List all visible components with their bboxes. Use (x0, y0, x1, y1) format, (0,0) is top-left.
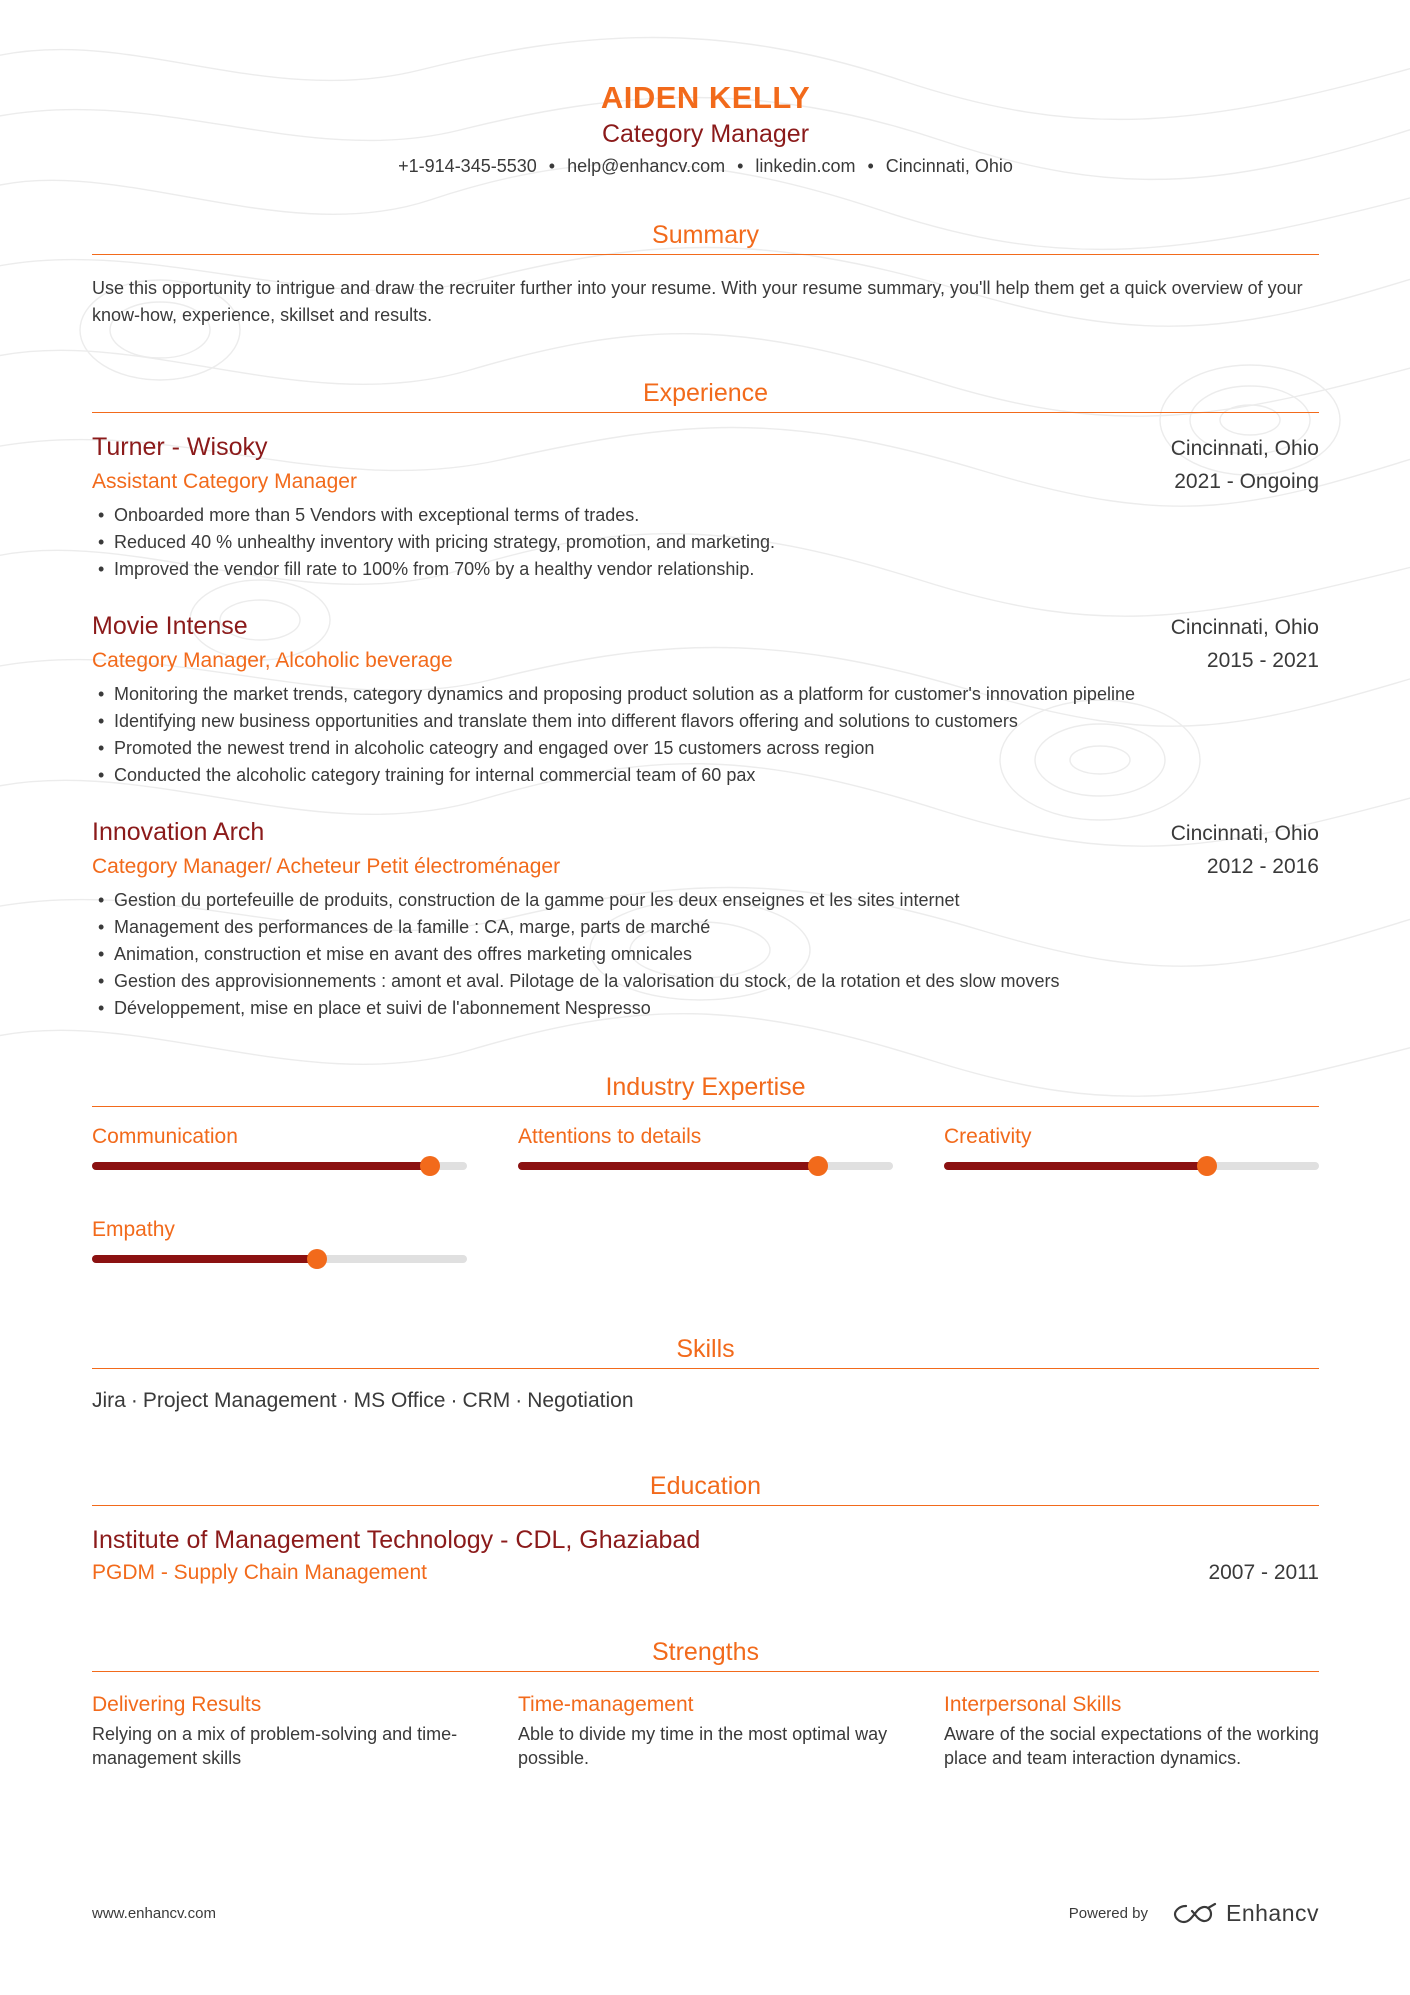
job-bullet: • Reduced 40 % unhealthy inventory with pricing strategy, promotion, and marketing. (92, 529, 1319, 556)
expertise-label: Attentions to details (518, 1125, 702, 1148)
expertise-heading: Industry Expertise (92, 1070, 1319, 1107)
skill-item: Negotiation (527, 1389, 634, 1412)
contact-linkedin[interactable]: linkedin.com (755, 156, 856, 176)
expertise-bar-fill (92, 1255, 317, 1263)
strength-item (92, 1690, 482, 1770)
expertise-bar-fill (944, 1162, 1207, 1170)
job-dates: 2012 - 2016 (1206, 855, 1319, 878)
job-bullet: • Gestion des approvisionnements : amont et aval. Pilotage de la valorisation du stock, de la rotation et des slow movers (92, 968, 1319, 995)
job-dates: 2015 - 2021 (1206, 649, 1319, 672)
expertise-item (518, 1122, 893, 1170)
contact-separator: • (867, 156, 874, 176)
expertise-label: Empathy (92, 1218, 175, 1241)
expertise-bar-fill (92, 1162, 430, 1170)
job-bullet: • Conducted the alcoholic category training for internal commercial team of 60 pax (92, 762, 1319, 789)
expertise-bar-handle (420, 1156, 440, 1176)
job-location: Cincinnati, Ohio (1170, 437, 1319, 460)
candidate-name: AIDEN KELLY (600, 80, 811, 115)
education-degree: PGDM - Supply Chain Management (92, 1561, 427, 1584)
job-role: Assistant Category Manager (92, 470, 357, 493)
job-bullet: • Management des performances de la famille : CA, marge, parts de marché (92, 914, 1319, 941)
job-location: Cincinnati, Ohio (1170, 616, 1319, 639)
expertise-bar-handle (307, 1249, 327, 1269)
expertise-item (92, 1122, 467, 1170)
education-dates: 2007 - 2011 (1208, 1561, 1319, 1584)
job-bullet: • Monitoring the market trends, category dynamics and proposing product solution as a platform for customer's innovation pipeline (92, 681, 1319, 708)
job-entry (92, 815, 1319, 1022)
strength-description: Aware of the social expectations of the working place and team interaction dynamics. (944, 1724, 1319, 1768)
education-school: Institute of Management Technology - CDL, Ghaziabad (92, 1526, 701, 1554)
job-bullet: • Développement, mise en place et suivi de l'abonnement Nespresso (92, 995, 1319, 1022)
contact-email[interactable]: help@enhancv.com (567, 156, 726, 176)
expertise-bar-track (944, 1162, 1319, 1170)
job-bullet: • Promoted the newest trend in alcoholic cateogry and engaged over 15 customers across region (92, 735, 1319, 762)
strength-title: Delivering Results (92, 1693, 262, 1716)
job-entry (92, 430, 1319, 583)
skill-separator: · (515, 1389, 523, 1412)
strength-title: Time-management (518, 1693, 694, 1716)
job-bullet: • Gestion du portefeuille de produits, construction de la gamme pour les deux enseignes et les sites internet (92, 887, 1319, 914)
resume-header (92, 78, 1319, 180)
expertise-bar-track (518, 1162, 893, 1170)
skill-separator: · (130, 1389, 138, 1412)
footer-url[interactable]: www.enhancv.com (92, 1905, 216, 1922)
job-entry (92, 609, 1319, 789)
expertise-item (944, 1122, 1319, 1170)
strength-description: Able to divide my time in the most optimal way possible. (518, 1724, 888, 1768)
strengths-heading: Strengths (92, 1635, 1319, 1672)
skill-item: CRM (462, 1389, 511, 1412)
expertise-bar-fill (518, 1162, 818, 1170)
job-bullet: • Identifying new business opportunities and translate them into different flavors offering and solutions to customers (92, 708, 1319, 735)
candidate-title: Category Manager (601, 120, 810, 148)
skills-list (92, 1386, 1319, 1416)
job-bullets (92, 887, 1319, 1022)
job-role: Category Manager/ Acheteur Petit électroménager (92, 855, 561, 878)
strength-description: Relying on a mix of problem-solving and time-management skills (92, 1724, 458, 1768)
job-location: Cincinnati, Ohio (1170, 822, 1319, 845)
expertise-item (92, 1215, 467, 1263)
job-bullets (92, 681, 1319, 789)
experience-heading: Experience (92, 376, 1319, 413)
contact-phone[interactable]: +1-914-345-5530 (398, 156, 537, 176)
skills-heading: Skills (92, 1332, 1319, 1369)
job-company: Movie Intense (92, 612, 248, 640)
strength-item (518, 1690, 908, 1770)
job-role: Category Manager, Alcoholic beverage (92, 649, 453, 672)
skill-separator: · (341, 1389, 349, 1412)
powered-by-label: Powered by (1068, 1905, 1148, 1922)
contact-line (92, 152, 1319, 180)
enhancv-logo-text: Enhancv (1225, 1900, 1319, 1926)
enhancv-logo-icon (1172, 1902, 1218, 1926)
contact-location: Cincinnati, Ohio (885, 156, 1013, 176)
skill-item: Jira (92, 1389, 126, 1412)
summary-text: Use this opportunity to intrigue and draw the recruiter further into your resume. With your resume summary, you'll help them get a quick overview of your know-how, experience, skillset and results. (92, 278, 1303, 325)
page-footer (92, 1900, 1319, 1927)
job-bullet: • Onboarded more than 5 Vendors with exceptional terms of trades. (92, 502, 1319, 529)
skill-separator: · (450, 1389, 458, 1412)
job-bullet: • Improved the vendor fill rate to 100% from 70% by a healthy vendor relationship. (92, 556, 1319, 583)
expertise-bar-track (92, 1255, 467, 1263)
skill-item: Project Management (142, 1389, 337, 1412)
resume-page (92, 0, 1319, 1995)
expertise-label: Creativity (944, 1125, 1032, 1148)
skill-item: MS Office (353, 1389, 446, 1412)
education-heading: Education (92, 1469, 1319, 1506)
job-company: Innovation Arch (92, 818, 265, 846)
expertise-bar-handle (808, 1156, 828, 1176)
summary-heading: Summary (92, 218, 1319, 255)
strength-title: Interpersonal Skills (944, 1693, 1122, 1716)
footer-brand (1069, 1900, 1319, 1927)
job-bullets (92, 502, 1319, 583)
contact-separator: • (548, 156, 556, 176)
expertise-bar-handle (1197, 1156, 1217, 1176)
enhancv-logo[interactable] (1172, 1900, 1319, 1927)
education-entry (92, 1523, 1319, 1589)
contact-separator: • (737, 156, 744, 176)
job-company: Turner - Wisoky (92, 433, 268, 461)
expertise-label: Communication (92, 1125, 238, 1148)
job-bullet: • Animation, construction et mise en avant des offres marketing omnicales (92, 941, 1319, 968)
strength-item (944, 1690, 1319, 1770)
job-dates: 2021 - Ongoing (1174, 470, 1319, 493)
expertise-bar-track (92, 1162, 467, 1170)
